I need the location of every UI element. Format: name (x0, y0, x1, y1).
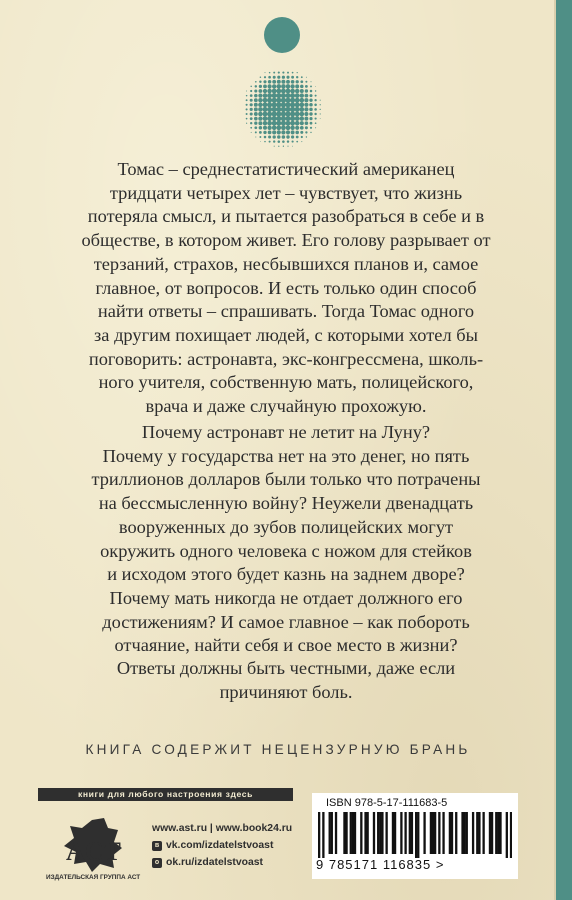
barcode-icon (318, 812, 512, 858)
paragraph2-line: вооруженных до зубов полицейских могут (118, 516, 454, 537)
paragraph1-line: поговорить: астронавта, экс-конгрессмена, школь- (88, 348, 484, 369)
publisher-label: ИЗДАТЕЛЬСКАЯ ГРУППА АСТ (46, 874, 141, 881)
paragraph2-line: Почему у государства нет на это денег, но пять (102, 445, 470, 466)
paragraph3-line: причиняют боль. (219, 681, 353, 702)
description-paragraph-1 (40, 158, 532, 419)
paragraph1-line: обществе, в котором живет. Его голову разрывает от (81, 230, 491, 251)
barcode-number: 9 785171 116835 (316, 857, 432, 872)
vk-icon: в (152, 841, 162, 851)
paragraph2-line: достижениям? И самое главное – как побороть (102, 611, 470, 632)
barcode-box (312, 793, 518, 879)
paragraph2-line: триллионов долларов были только что потрачены (91, 469, 481, 490)
paragraph1-line: потеряла смысл, и пытается разобраться в себе и в (87, 206, 485, 227)
ok-icon: о (152, 858, 162, 868)
paragraph2-line: окружить одного человека с ножом для стейков (100, 540, 472, 561)
paragraph1-line: найти ответы – спрашивать. Тогда Томас одного (97, 301, 475, 322)
publisher-links (152, 820, 292, 871)
vk-link-row[interactable] (152, 837, 292, 854)
web-links-row[interactable] (152, 820, 292, 837)
paragraph1-line: врача и даже случайную прохожую. (145, 396, 427, 417)
paragraph3-line: Ответы должны быть честными, даже если (116, 658, 456, 678)
ast-logo-text: ACT (66, 837, 121, 866)
closing-paragraph (40, 657, 532, 704)
spine-teal-stripe (556, 0, 572, 900)
vk-link[interactable]: vk.com/izdatelstvoast (166, 840, 274, 851)
web-links[interactable]: www.ast.ru | www.book24.ru (152, 823, 293, 834)
halftone-dots-icon (0, 0, 556, 150)
paragraph1-line: тридцати четырех лет – чувствует, что жизнь (109, 182, 463, 203)
barcode-digits (316, 857, 514, 872)
paragraph1-line: за другим похищает людей, с которыми хотел бы (94, 324, 478, 345)
paragraph1-line: Томас – среднестатистический американец (117, 159, 455, 179)
paragraph2-line: отчаяние, найти себя и свое место в жизни? (114, 635, 458, 656)
paragraph2-line: на бессмысленную войну? Неужели двенадцать (98, 493, 474, 514)
content-warning: КНИГА СОДЕРЖИТ НЕЦЕНЗУРНУЮ БРАНЬ (85, 742, 471, 757)
tagline-bar: книги для любого настроения здесь (38, 788, 293, 801)
paragraph2-line: Почему астронавт не летит на Луну? (141, 422, 431, 442)
ok-link-row[interactable] (152, 854, 292, 871)
paragraph1-line: ного учителя, собственную мать, полицейского, (98, 372, 474, 393)
paragraph2-line: Почему мать никогда не отдает должного его (109, 587, 463, 608)
ast-logo-icon (52, 814, 124, 876)
paragraph2-line: и исходом этого будет казнь на заднем дворе? (107, 564, 465, 585)
ok-link[interactable]: ok.ru/izdatelstvoast (166, 857, 264, 868)
paragraph1-line: главное, от вопросов. И есть только один способ (95, 277, 477, 298)
questions-paragraph (40, 421, 532, 658)
paragraph1-line: терзаний, страхов, несбывшихся планов и, самое (93, 253, 479, 274)
isbn-text: ISBN 978-5-17-111683-5 (326, 797, 448, 809)
barcode-arrow: > (431, 857, 445, 872)
